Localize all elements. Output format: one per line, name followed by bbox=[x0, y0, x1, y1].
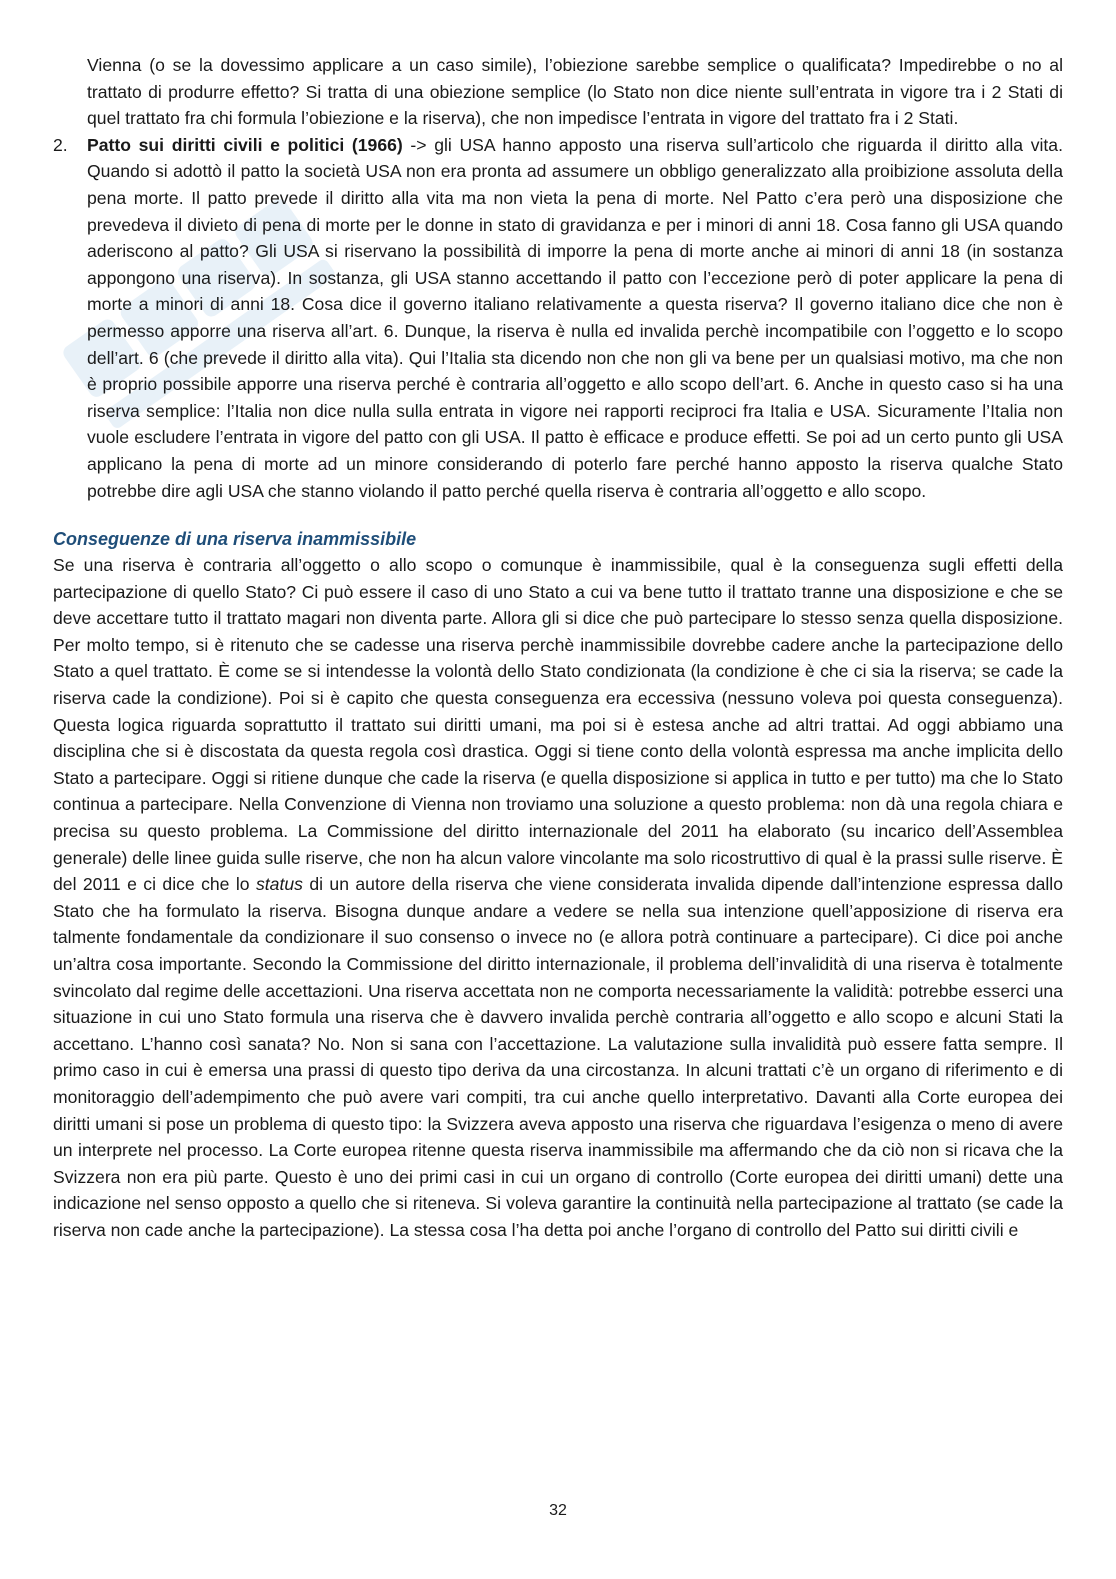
document-page bbox=[53, 52, 1063, 1244]
list-item-title: Patto sui diritti civili e politici (1966) bbox=[87, 134, 403, 155]
section-heading: Conseguenze di una riserva inammissibile bbox=[53, 529, 417, 550]
main-paragraph bbox=[53, 552, 1063, 1243]
continued-paragraph: Vienna (o se la dovessimo applicare a un caso simile), l’obiezione sarebbe semplice o qualificata? Impedirebbe o no al trattato di produrre effetto? Si tratta di una obiezione semplice (lo Stato non dice niente sull’entrata in vigore tra i 2 Stati di quel trattato fra chi formula l’obiezione e la riserva), che non impedisce l’entrata in vigore del trattato fra i 2 Stati. bbox=[87, 55, 1063, 129]
list-item-number: 2. bbox=[53, 134, 68, 155]
main-paragraph-part-a: Se una riserva è contraria all’oggetto o allo scopo o comunque è inammissibile, qual è la conseguenza sugli effetti della partecipazione di quello Stato? Ci può essere il caso di uno Stato a cui va bene tutto il trattato tranne una disposizione e che se deve accettare tutto il trattato magari non diventa parte. Allora gli si dice che può partecipare lo stesso senza quella disposizione. Per molto tempo, si è ritenuto che se cadesse una riserva perchè inammissibile dovrebbe cadere anche la partecipazione dello Stato a quel trattato. È come se si intendesse la volontà dello Stato condizionata (la condizione è che ci sia la riserva; se cade la riserva cade la condizione). Poi si è capito che questa conseguenza era eccessiva (nessuno voleva poi questa conseguenza). Questa logica riguarda soprattutto il trattato sui diritti umani, ma poi si è estesa anche ad altri trattai. Ad oggi abbiamo una disciplina che si è discostata da questa regola così drastica. Oggi si tiene conto della volontà espressa ma anche implicita dello Stato a partecipare. Oggi si ritiene dunque che cade la riserva (e quella disposizione si applica in tutto e per tutto) ma che lo Stato continua a partecipare. Nella Convenzione di Vienna non troviamo una soluzione a questo problema: non dà una regola chiara e precisa su questo problema. La Commissione del diritto internazionale del 2011 ha elaborato (su incarico dell’Assemblea generale) delle linee guida sulle riserve, che non ha alcun valore vincolante ma solo ricostruttivo di qual è la prassi sulle riserve. È del 2011 e ci dice che lo bbox=[53, 555, 1063, 895]
main-paragraph-italic: status bbox=[255, 874, 303, 895]
list-item-2 bbox=[53, 132, 1063, 504]
page-number: 32 bbox=[549, 1502, 567, 1519]
main-paragraph-part-b: di un autore della riserva che viene considerata invalida dipende dall’intenzione espressa dallo Stato che ha formulato la riserva. Bisogna dunque andare a vedere se nella sua intenzione quell’apposizione di riserva era talmente fondamentale da condizionare il suo consenso o invece no (e allora potrà continuare a partecipare). Ci dice poi anche un’altra cosa importante. Secondo la Commissione del diritto internazionale, il problema dell’invalidità di una riserva è totalmente svincolato dal regime delle accettazioni. Una riserva accettata non ne comporta necessariamente la validità: potrebbe esserci una situazione in cui uno Stato formula una riserva che è davvero invalida perchè contraria all’oggetto e allo scopo e alcuni Stati la accettano. L’hanno così sanata? No. Non si sana con l’accettazione. La valutazione sulla invalidità può essere fatta sempre. Il primo caso in cui è emersa una prassi di questo tipo deriva da una circostanza. In alcuni trattati c’è un organo di riferimento e di monitoraggio dell’adempimento che può avere vari compiti, tra cui anche quello interpretativo. Davanti alla Corte europea dei diritti umani si pose un problema di questo tipo: la Svizzera aveva apposto una riserva che riguardava l’esigenza o meno di avere un interprete nel processo. La Corte europea ritenne questa riserva inammissibile ma affermando che da ciò non si ricava che la Svizzera non era più parte. Questo è uno dei primi casi in cui un organo di controllo (Corte europea dei diritti umani) dette una indicazione nel senso opposto a quello che si riteneva. Si voleva garantire la continuità nella partecipazione al trattato (se cade la riserva non cade anche la partecipazione). La stessa cosa l’ha detta poi anche l’organo di controllo del Patto sui diritti civili e bbox=[53, 874, 1064, 1240]
list-item-text: -> gli USA hanno apposto una riserva sull’articolo che riguarda il diritto alla vita. Quando si adottò il patto la società USA non era pronta ad assumere un obbligo generalizzato alla proibizione assoluta della pena morte. Il patto prevede il diritto alla vita ma non vieta la pena di morte. Nel Patto c’era però una disposizione che prevedeva il divieto di pena di morte per le donne in stato di gravidanza e per i minori di anni 18. Cosa fanno gli USA quando aderiscono al patto? Gli USA si riservano la possibilità di imporre la pena di morte anche ai minori di anni 18 (in sostanza appongono una riserva). In sostanza, gli USA stanno accettando il patto con l’eccezione però di poter applicare la pena di morte a minori di anni 18. Cosa dice il governo italiano relativamente a questa riserva? Il governo italiano dice che non è permesso apporre una riserva all’art. 6. Dunque, la riserva è nulla ed invalida perchè incompatibile con l’oggetto e lo scopo dell’art. 6 (che prevede il diritto alla vita). Qui l’Italia sta dicendo non che non gli va bene per un qualsiasi motivo, ma che non è proprio possibile apporre una riserva perché è contraria all’oggetto e allo scopo dell’art. 6. Anche in questo caso si ha una riserva semplice: l’Italia non dice nulla sulla entrata in vigore nei rapporti reciproci fra Italia e USA. Sicuramente l’Italia non vuole escludere l’entrata in vigore del patto con gli USA. Il patto è efficace e produce effetti. Se poi ad un certo punto gli USA applicano la pena di morte ad un minore considerando di poterlo fare perché hanno apposto la riserva qualche Stato potrebbe dire agli USA che stanno violando il patto perché quella riserva è contraria all’oggetto e allo scopo. bbox=[87, 134, 1063, 501]
